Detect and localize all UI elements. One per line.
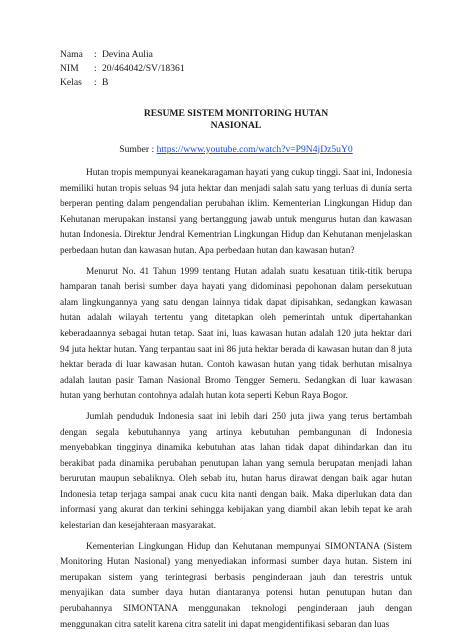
document-title — [60, 108, 412, 132]
class-separator: : — [94, 77, 97, 88]
name-value: Devina Aulia — [102, 49, 153, 60]
class-value: B — [102, 77, 109, 88]
title-line-2: NASIONAL — [210, 120, 262, 131]
name-row — [60, 48, 412, 62]
paragraph-4: Kementerian Lingkungan Hidup dan Kehutanan mempunyai SIMONTANA (Sistem Monitoring Hutan Nasional) yang menyediakan informasi sumber daya hutan. Sistem ini merupakan sistem yang terintegrasi berbasis penginderaan jauh dan terestris untuk menyajikan data sumber daya hutan diantaranya potensi hutan penutupan hutan dan perubahannya SIMONTANA menggunakan teknologi penginderaan jauh dengan menggunakan citra satelit karena citra satelit ini dapat mengidentifikasi sebaran dan luas — [60, 541, 412, 630]
source-link[interactable]: https://www.youtube.com/watch?v=P9N4jDz5uY0 — [156, 144, 353, 155]
nim-value: 20/464042/SV/18361 — [102, 63, 185, 74]
name-separator: : — [94, 49, 97, 60]
paragraph-3: Jumlah penduduk Indonesia saat ini lebih dari 250 juta jiwa yang terus bertambah dengan segala kebutuhannya yang artinya kebutuhan pembangunan di Indonesia menyebabkan tingginya dinamika kebutuhan atas lahan tidak dapat dihindarkan dan itu berakibat pada dinamika perubahan penutupan lahan yang semula berupatan menjadi lahan berurutan maupun sebaliknya. Oleh sebab itu, hutan harus dirawat dengan baik agar hutan Indonesia tetap terjaga sampai anak cucu kita nanti dengan baik. Maka diperlukan data dan informasi yang akurat dan terkini sehingga kebijakan yang diambil akan lebih tepat ke arah kelestarian dan kesejahteraan masyarakat. — [60, 411, 412, 532]
source-label: Sumber : — [119, 144, 157, 155]
class-row — [60, 76, 412, 90]
nim-label: NIM — [60, 63, 79, 74]
nim-separator: : — [94, 63, 97, 74]
name-label: Nama — [60, 49, 83, 60]
paragraph-2: Menurut No. 41 Tahun 1999 tentang Hutan adalah suatu kesatuan titik-titik berupa hamparan tanah berisi sumber daya hayati yang didominasi pepohonan dalam persekutuan alam lingkungannya yang satu dengan lainnya tidak dapat dipisahkan, sedangkan kawasan hutan adalah wilayah tertentu yang ditetapkan oleh pemerintah untuk dipertahankan keberadaannya sebagai hutan tetap. Saat ini, luas kawasan hutan adalah 120 juta hektar dari 94 juta hektar hutan. Yang terpantau saat ini 86 juta hektar berada di kawasan hutan dan 8 juta hektar berada di luar kawasan hutan. Contoh kawasan hutan yang tidak berhutan misalnya adalah lautan pasir Taman Nasional Bromo Tengger Semeru. Sedangkan di luar kawasan hutan yang berhutan contohnya adalah hutan kota seperti Kebun Raya Bogor. — [60, 266, 412, 402]
title-line-1: RESUME SISTEM MONITORING HUTAN — [143, 108, 329, 119]
class-label: Kelas — [60, 77, 82, 88]
document-body — [60, 166, 412, 633]
source-line — [60, 144, 412, 156]
student-info — [60, 48, 412, 90]
nim-row — [60, 62, 412, 76]
paragraph-1: Hutan tropis mempunyai keanekaragaman hayati yang cukup tinggi. Saat ini, Indonesia memiliki hutan tropis seluas 94 juta hektar dan menjadi salah satu yang terluas di dunia serta berperan penting dalam pengendalian perubahan iklim. Kementerian Lingkungan Hidup dan Kehutanan merupakan instansi yang bertanggung jawab untuk mengurus hutan dan kawasan hutan Indonesia. Direktur Jendral Kementrian Lingkungan Hidup dan Kehutanan menjelaskan perbedaan hutan dan kawasan hutan. Apa perbedaan hutan dan kawasan hutan? — [60, 168, 412, 256]
